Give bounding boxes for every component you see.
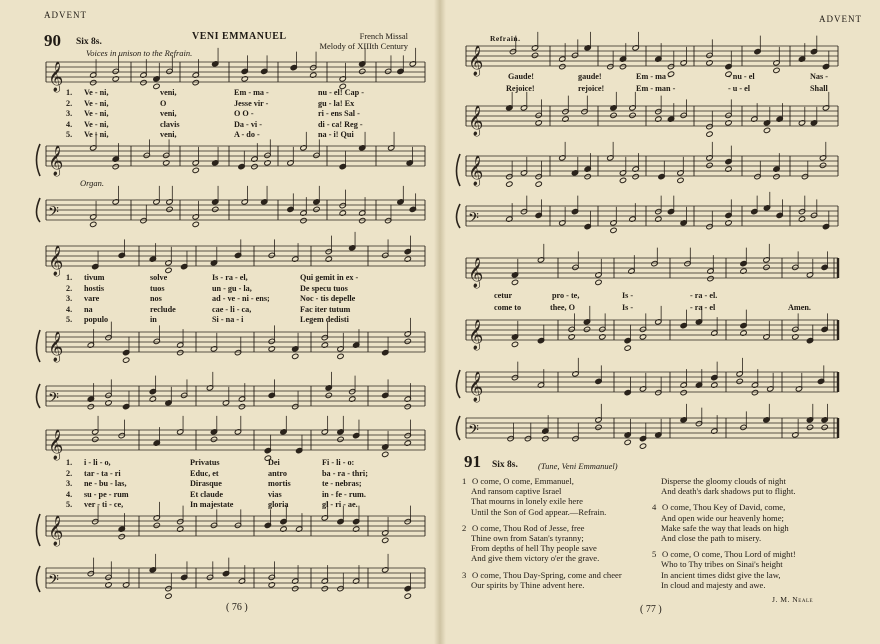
note-head [619,177,626,183]
note-head [321,585,328,591]
note-head [123,357,130,363]
note-head [192,167,199,173]
note-head [212,206,219,212]
note-head [325,392,332,398]
hymn-number: 91 [464,452,481,471]
note-head [140,79,147,85]
note-head [531,52,538,58]
note-head [677,177,684,183]
treble-clef: 𝄞 [48,430,64,460]
note-head [763,264,770,270]
verses-left-column: 1 O come, O come, Emmanuel, And ransom captive Israel That mourns in lonely exile here Until the Son of God appear.—Refrain. 2 O come, Thou Rod of Jesse, free Thine own from Satan's tyranny; From depths of hell Thy people save And give them victory o'er the grave. 3 O come, Thou Day-Spring, come and cheer Our spirits by Thine advent here. [462,476,622,590]
bass-clef: 𝄢 [48,204,59,224]
note-head [292,353,299,359]
bass-clef: 𝄢 [48,390,59,410]
note-head [511,341,518,347]
note-head [763,127,770,133]
treble-clef: 𝄞 [48,62,64,92]
brace [37,330,41,408]
note-head [359,217,366,223]
running-head-right: ADVENT [819,14,862,24]
brace [457,154,461,228]
hymn-meter: Six 8s. [76,37,102,47]
refrain-label: Refrain. [490,34,521,43]
treble-clef: 𝄞 [468,156,484,186]
note-head [337,436,344,442]
note-head [251,163,258,169]
tune-reference: (Tune, Veni Emmanuel) [538,461,618,471]
note-head [773,173,780,179]
treble-clef: 𝄞 [468,106,484,136]
verse-numbers: 1. 2. 3. 4. 5. [66,88,73,140]
treble-clef: 𝄞 [48,246,64,276]
note-head [511,279,518,285]
note-head [300,217,307,223]
brace [37,514,41,592]
lyric-column: Em - ma - Jesse vir - O O - Da - vi - A - do - [234,88,269,140]
bass-clef: 𝄢 [48,572,59,592]
hymn-title: VENI EMMANUEL [192,31,287,42]
note-head [584,173,591,179]
note-head [90,79,97,85]
note-head [177,349,184,355]
note-head [542,435,549,441]
note-head [382,537,389,543]
treble-clef: 𝄞 [48,332,64,362]
note-head [629,112,636,118]
treble-clef: 𝄞 [468,372,484,402]
note-head [610,227,617,233]
note-head [166,206,173,212]
running-head: ADVENT [44,10,87,20]
treble-clef: 𝄞 [468,320,484,350]
source-line-2: Melody of XIIIth Century [319,41,408,51]
note-head [112,163,119,169]
note-head [404,593,411,599]
note-head [773,67,780,73]
note-head [624,345,631,351]
bass-clef: 𝄢 [468,422,479,442]
note-head [595,424,602,430]
note-head [559,63,566,69]
hymn-number: 90 [44,31,61,50]
note-head [619,63,626,69]
note-head [337,353,344,359]
treble-clef: 𝄞 [48,516,64,546]
source-line-1: French Missal [359,31,408,41]
note-head [632,173,639,179]
note-head [751,389,758,395]
note-head [382,451,389,457]
note-head [404,338,411,344]
note-head [624,439,631,445]
author-credit: J. M. Neale [772,595,814,604]
note-head [821,424,828,430]
note-head [706,162,713,168]
note-head [595,279,602,285]
note-head [583,326,590,332]
note-head [706,131,713,137]
note-head [192,79,199,85]
note-head [535,181,542,187]
treble-clef: 𝄞 [468,46,484,76]
note-head [680,389,687,395]
note-head [165,593,172,599]
note-head [238,403,245,409]
hymnal-spread: 𝄞 𝄞 𝄢 𝄞 𝄞 𝄢 𝄞 𝄞 𝄢 𝄞 𝄞 𝄞 𝄢 𝄞 𝄞 𝄞 𝄢 ADVENT 90 Six 8s. VENI EMMANUEL French Missal Melody of XIIIth Century Voices in unison to the Refrain. Organ. 1. 2. 3. 4. 5. Ve - ni, Ve - ni, Ve - ni, Ve - ni, Ve - ni, veni, O veni, clavis veni, Em - ma - Jesse vir - O O - Da - vi - A - do - nu - el! Cap - gu - la! Ex ri - ens Sal - di - ca! Reg - na - i! Qui 1. 2. 3. 4. 5. tivum hostis vare na populo solve tuos nos reclude in Is - ra - el, un - gu - la, ad - ve - ni - ens; cae - li - ca, Si - na - i Qui gemit in ex - De specu tuos Noc - tis depelle Fac iter tutum Legem dedisti 1. 2. 3. 4. 5. i - li - o, tar - ta - ri ne - bu - las, su - pe - rum ver - ti - ce, Privatus Educ, et Dirasque Et claude In majestate Dei antro mortis vias gloria Fi - li - o: ba - ra - thri; te - nebras; in - fe - rum. gl - ri - ae. ( 76 ) ADVENT Refrain. Gaude! gaude! Em - ma - - nu - el Nas - Rejoice! rejoice! Em - man - - u - el Shall cetur pro - te, Is - - ra - el. come to thee, O Is - - ra - el Amen. 91 Six 8s. (Tune, Veni Emmanuel) 1 O come, O come, Emmanuel, And ransom captive Israel That mourns in lonely exile here Until the Son of God appear.—Refrain. 2 O come, Thou Rod of Jesse, free Thine own from Satan's tyranny; From depths of hell Thy people save And give them victory o'er the grave. 3 O come, Thou Day-Spring, come and cheer Our spirits by Thine advent here. Disperse the gloomy clouds of night And death's dark shadows put to flight. 4 O come, Thou Key of David, come, And open wide our heavenly home; Make safe the way that leads on high And close the path to misery. 5 O come, O come, Thou Lord of might! Who to Thy tribes on Sinai's height In ancient times didst give the law, In cloud and majesty and awe. J. M. Neale ( 77 ) [0,0,880,644]
organ-label: Organ. [80,178,105,188]
bass-clef: 𝄢 [468,210,479,230]
note-head [210,436,217,442]
note-head [819,162,826,168]
note-head [313,206,320,212]
note-head [610,112,617,118]
note-head [192,221,199,227]
lyric-column: nu - el! Cap - gu - la! Ex ri - ens Sal - di - ca! Reg - na - i! Qui [318,88,364,140]
voice-instruction: Voices in unison to the Refrain. [86,48,193,58]
page-number-left: ( 76 ) [226,602,248,613]
treble-clef: 𝄞 [468,258,484,288]
note-head [806,424,813,430]
brace [37,144,41,222]
note-head [153,522,160,528]
note-head [359,68,366,74]
note-head [506,181,513,187]
note-head [90,221,97,227]
note-head [707,275,714,281]
note-head [404,403,411,409]
note-head [87,403,94,409]
treble-clef: 𝄞 [48,146,64,176]
page-number-right: ( 77 ) [640,604,662,615]
note-head [118,533,125,539]
note-head [92,436,99,442]
hymn-meter: Six 8s. [492,460,518,470]
note-head [639,443,646,449]
brace [457,370,461,440]
verses-right-column: Disperse the gloomy clouds of night And death's dark shadows put to flight. 4 O come, Thou Key of David, come, And open wide our heavenly home; Make safe the way that leads on high And close the path to misery. 5 O come, O come, Thou Lord of might! Who to Thy tribes on Sinai's height In ancient times didst give the law, In cloud and majesty and awe. [652,476,796,590]
lyric-column: veni, O veni, clavis veni, [160,88,180,140]
note-head [292,585,299,591]
note-head [736,378,743,384]
lyric-column: Ve - ni, Ve - ni, Ve - ni, Ve - ni, Ve - ni, [84,88,109,140]
